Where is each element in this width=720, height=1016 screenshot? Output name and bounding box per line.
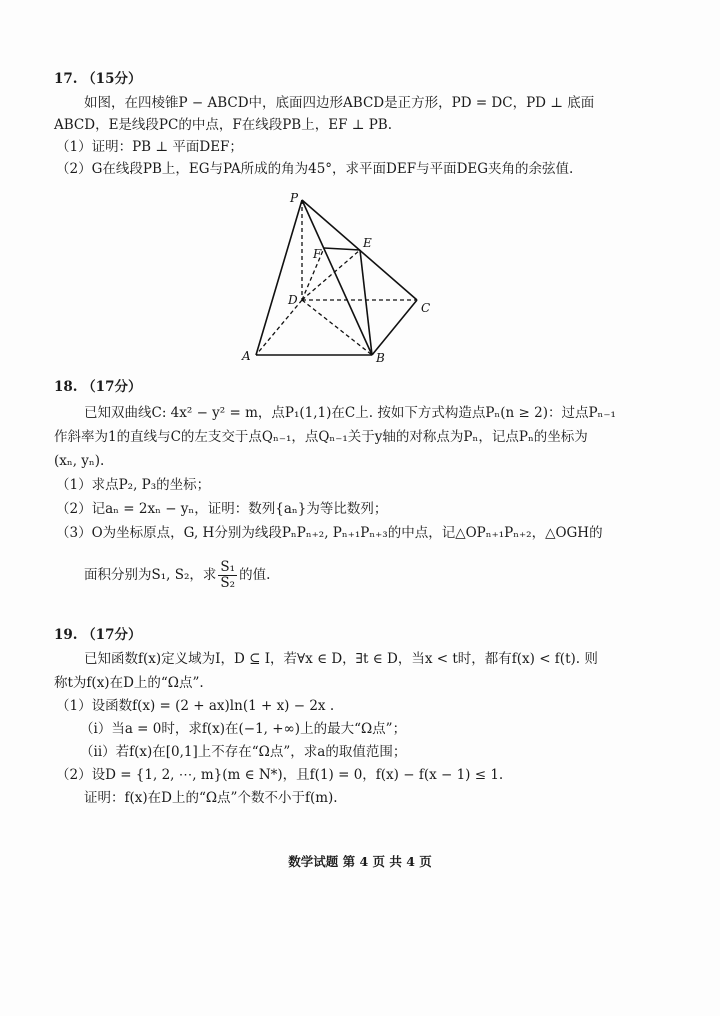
pyramid-figure xyxy=(236,190,446,370)
q18-part2: （2）记aₙ = 2xₙ − yₙ，证明：数列{aₙ}为等比数列； xyxy=(56,501,388,517)
page-footer: 数学试题 第 4 页 共 4 页 xyxy=(288,854,432,869)
q19-header: 19. （17分） xyxy=(54,627,142,643)
q19-line1: 已知函数f(x)定义域为I，D ⊆ I，若∀x ∈ D，∃t ∈ D，当x < t时，都有f(x) < f(t). 则 xyxy=(84,651,598,667)
q19-part2b: 证明：f(x)在D上的“Ω点”个数不小于f(m). xyxy=(84,790,338,806)
fraction-numerator: S₁ xyxy=(220,559,236,575)
q18-part3: （3）O为坐标原点，G, H分别为线段PₙPₙ₊₂, Pₙ₊₁Pₙ₊₃的中点，记△OPₙ₊₁Pₙ₊₂，△OGH的 xyxy=(56,525,603,541)
edge-PB xyxy=(302,200,372,355)
q18-header: 18. （17分） xyxy=(54,379,142,395)
label-B: B xyxy=(376,351,385,365)
q19-part1: （1）设函数f(x) = (2 + ax)ln(1 + x) − 2x . xyxy=(56,698,335,714)
segment-EB xyxy=(360,250,372,355)
label-E: E xyxy=(363,236,372,250)
q17-part2: （2）G在线段PB上，EG与PA所成的角为45°，求平面DEF与平面DEG夹角的余弦值. xyxy=(56,161,574,177)
q18-part1: （1）求点P₂, P₃的坐标； xyxy=(56,477,211,493)
fraction-denominator: S₂ xyxy=(220,575,236,591)
q17-line1: 如图，在四棱锥P − ABCD中，底面四边形ABCD是正方形，PD = DC，PD ⊥ 底面 xyxy=(84,95,595,111)
q19-part1-ii: （ii）若f(x)在[0,1]上不存在“Ω点”，求a的取值范围； xyxy=(80,744,407,760)
q18-part3b-pre: 面积分别为S₁, S₂，求 xyxy=(84,567,217,583)
q18-part3b xyxy=(84,560,270,591)
q18-part3b-post: 的值. xyxy=(239,567,271,583)
segment-FE xyxy=(324,248,360,250)
q19-line2: 称t为f(x)在D上的“Ω点”. xyxy=(54,675,204,691)
q17-header: 17. （15分） xyxy=(54,71,142,87)
label-A: A xyxy=(242,349,251,363)
fraction-S1-over-S2 xyxy=(218,560,237,591)
edge-PA xyxy=(256,200,302,355)
q17-line2: ABCD，E是线段PC的中点，F在线段PB上，EF ⊥ PB. xyxy=(54,117,393,133)
segment-DE xyxy=(302,250,360,300)
q19-part1-i: （i）当a = 0时，求f(x)在(−1, +∞)上的最大“Ω点”； xyxy=(80,721,407,737)
q17-part1: （1）证明：PB ⊥ 平面DEF； xyxy=(56,139,243,155)
q18-line3: (xₙ, yₙ). xyxy=(54,453,105,469)
segment-DB xyxy=(302,300,372,355)
q19-part2: （2）设D = {1, 2, ⋯, m}(m ∈ N*)，且f(1) = 0，f(x) − f(x − 1) ≤ 1. xyxy=(56,767,504,783)
label-P: P xyxy=(290,191,299,205)
q18-line1: 已知双曲线C: 4x² − y² = m，点P₁(1,1)在C上. 按如下方式构造点Pₙ(n ≥ 2)：过点Pₙ₋₁ xyxy=(84,405,616,421)
q18-line2: 作斜率为1的直线与C的左支交于点Qₙ₋₁，点Qₙ₋₁关于y轴的对称点为Pₙ，记点Pₙ的坐标为 xyxy=(54,429,588,445)
label-D: D xyxy=(288,293,298,307)
edge-DA xyxy=(256,300,302,355)
label-F: F xyxy=(313,247,322,261)
edge-BC xyxy=(372,300,417,355)
label-C: C xyxy=(421,301,431,315)
